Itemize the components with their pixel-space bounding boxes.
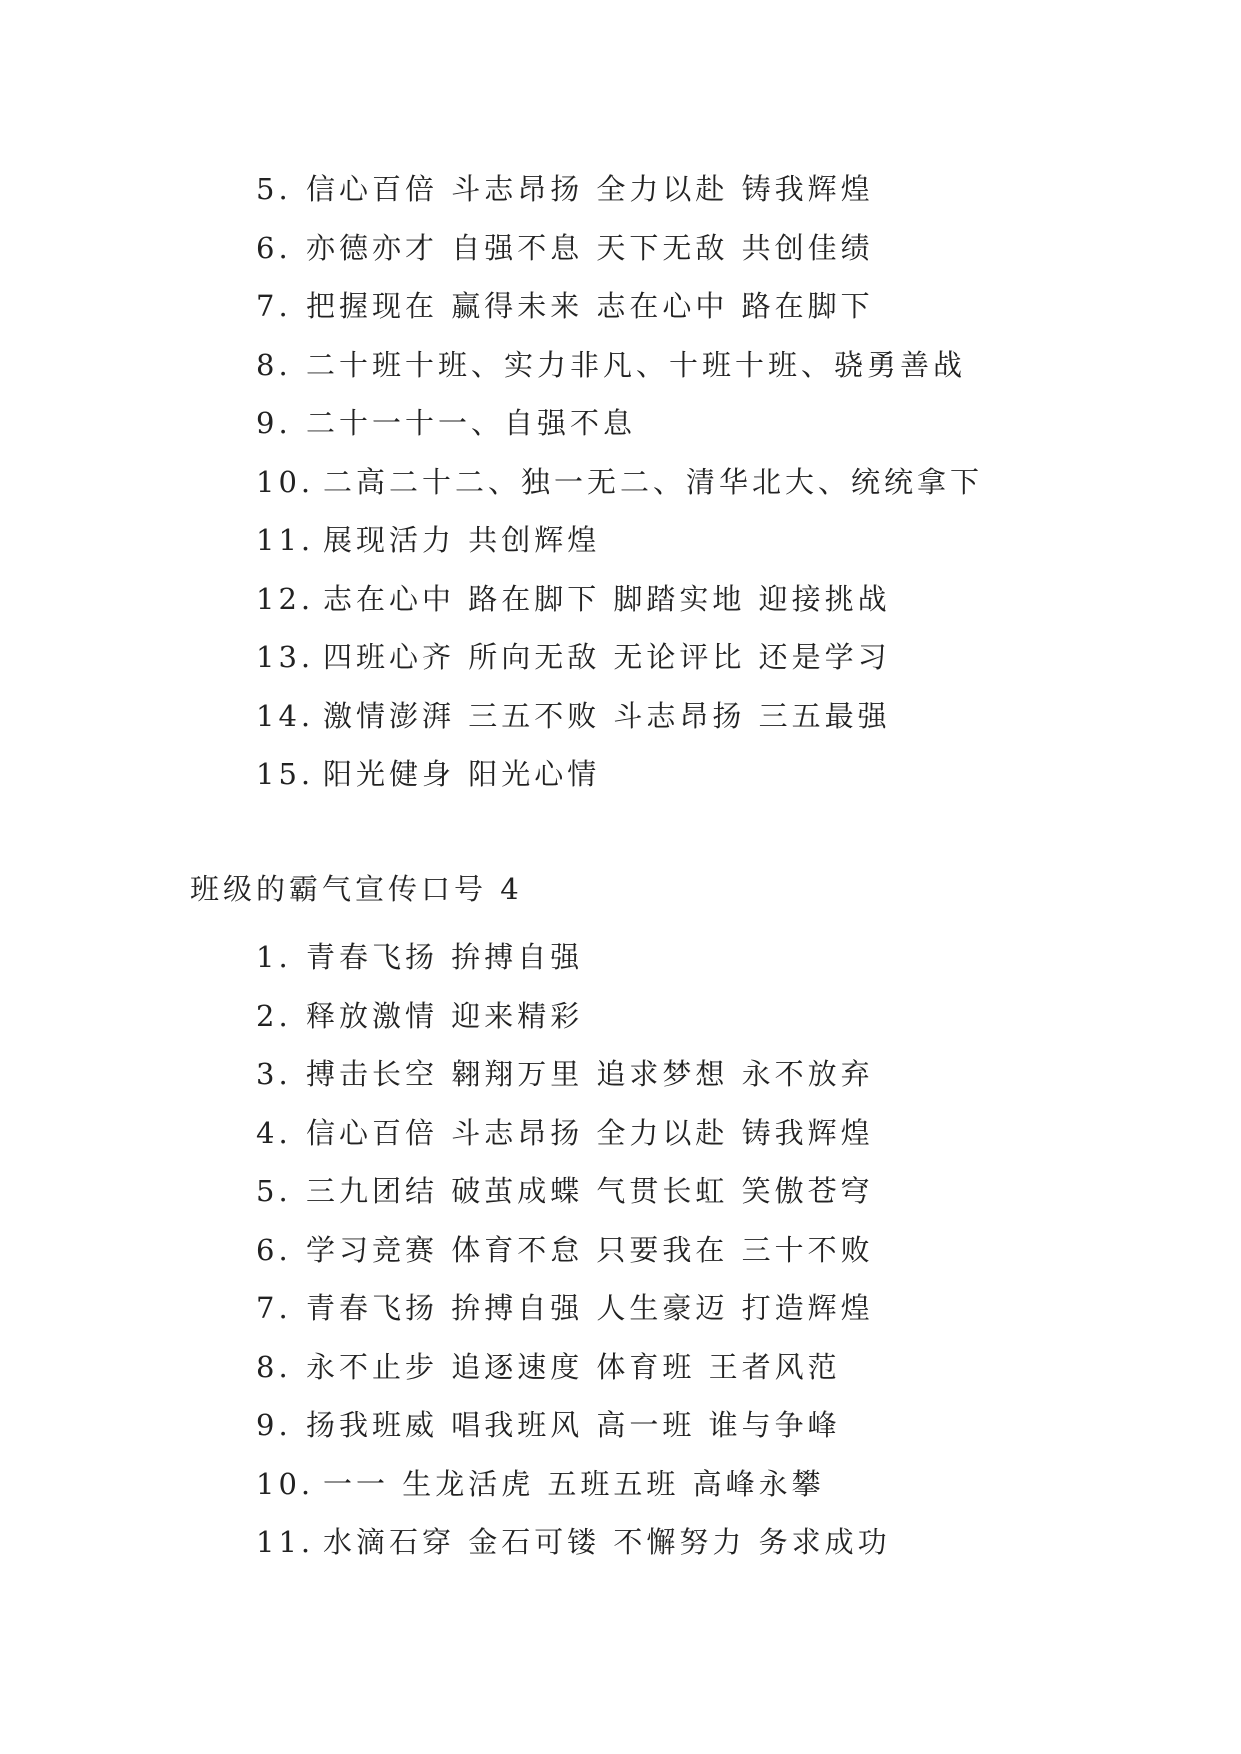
list-item	[0, 745, 1241, 804]
item-number: 3.	[256, 1057, 292, 1091]
item-text: 阳光健身 阳光心情	[323, 757, 601, 791]
item-text: 二十班十班、实力非凡、十班十班、骁勇善战	[306, 347, 967, 382]
item-number: 7.	[256, 1291, 292, 1325]
item-number: 10.	[256, 464, 315, 499]
list-item	[0, 160, 1241, 219]
item-text: 青春飞扬 拚搏自强 人生豪迈 打造辉煌	[306, 1291, 874, 1325]
item-number: 5.	[256, 1174, 292, 1208]
item-text: 信心百倍 斗志昂扬 全力以赴 铸我辉煌	[306, 172, 874, 206]
item-text: 学习竞赛 体育不怠 只要我在 三十不败	[306, 1232, 874, 1267]
list-item	[0, 1513, 1241, 1572]
item-number: 8.	[256, 1349, 292, 1384]
list-item	[0, 928, 1241, 987]
list-item	[0, 1455, 1241, 1514]
item-text: 一一 生龙活虎 五班五班 高峰永攀	[323, 1466, 825, 1501]
item-number: 15.	[256, 757, 315, 791]
item-text: 三九团结 破茧成蝶 气贯长虹 笑傲苍穹	[306, 1174, 874, 1208]
item-number: 12.	[256, 581, 315, 616]
item-text: 青春飞扬 拚搏自强	[306, 940, 584, 974]
item-number: 9.	[256, 1408, 292, 1442]
item-text: 亦德亦才 自强不息 天下无敌 共创佳绩	[306, 230, 874, 265]
item-number: 10.	[256, 1466, 315, 1501]
list-item	[0, 1221, 1241, 1280]
item-text: 永不止步 追逐速度 体育班 王者风范	[306, 1349, 841, 1384]
item-number: 13.	[256, 640, 315, 674]
list-item	[0, 219, 1241, 278]
item-number: 11.	[256, 1525, 315, 1559]
list-item	[0, 1338, 1241, 1397]
item-number: 8.	[256, 347, 292, 382]
section-heading: 班级的霸气宣传口号 4	[190, 872, 523, 906]
item-text: 展现活力 共创辉煌	[323, 523, 601, 557]
item-number: 2.	[256, 998, 292, 1033]
list-item	[0, 511, 1241, 570]
list-item	[0, 1162, 1241, 1221]
item-number: 9.	[256, 406, 292, 440]
item-number: 5.	[256, 172, 292, 206]
slogan-list-2	[0, 928, 1241, 1572]
list-item	[0, 1104, 1241, 1163]
item-number: 14.	[256, 698, 315, 733]
item-text: 释放激情 迎来精彩	[306, 998, 584, 1033]
list-item	[0, 1045, 1241, 1104]
list-item	[0, 1396, 1241, 1455]
list-item	[0, 453, 1241, 512]
item-text: 志在心中 路在脚下 脚踏实地 迎接挑战	[323, 581, 891, 616]
slogan-list-1	[0, 160, 1241, 804]
item-text: 搏击长空 翱翔万里 追求梦想 永不放弃	[306, 1057, 874, 1091]
list-item	[0, 1279, 1241, 1338]
list-item	[0, 336, 1241, 395]
item-text: 二高二十二、独一无二、清华北大、统统拿下	[323, 464, 984, 499]
item-number: 6.	[256, 230, 292, 265]
item-text: 把握现在 赢得未来 志在心中 路在脚下	[306, 289, 874, 323]
item-text: 二十一十一、自强不息	[306, 406, 637, 440]
list-item	[0, 987, 1241, 1046]
list-item	[0, 394, 1241, 453]
list-item	[0, 687, 1241, 746]
item-text: 激情澎湃 三五不败 斗志昂扬 三五最强	[323, 698, 891, 733]
item-text: 四班心齐 所向无敌 无论评比 还是学习	[323, 640, 891, 674]
item-text: 扬我班威 唱我班风 高一班 谁与争峰	[306, 1408, 841, 1442]
item-number: 1.	[256, 940, 292, 974]
item-number: 4.	[256, 1115, 292, 1150]
item-number: 7.	[256, 289, 292, 323]
item-number: 11.	[256, 523, 315, 557]
item-text: 水滴石穿 金石可镂 不懈努力 务求成功	[323, 1525, 891, 1559]
list-item	[0, 628, 1241, 687]
list-item	[0, 277, 1241, 336]
list-item	[0, 570, 1241, 629]
item-text: 信心百倍 斗志昂扬 全力以赴 铸我辉煌	[306, 1115, 874, 1150]
item-number: 6.	[256, 1232, 292, 1267]
